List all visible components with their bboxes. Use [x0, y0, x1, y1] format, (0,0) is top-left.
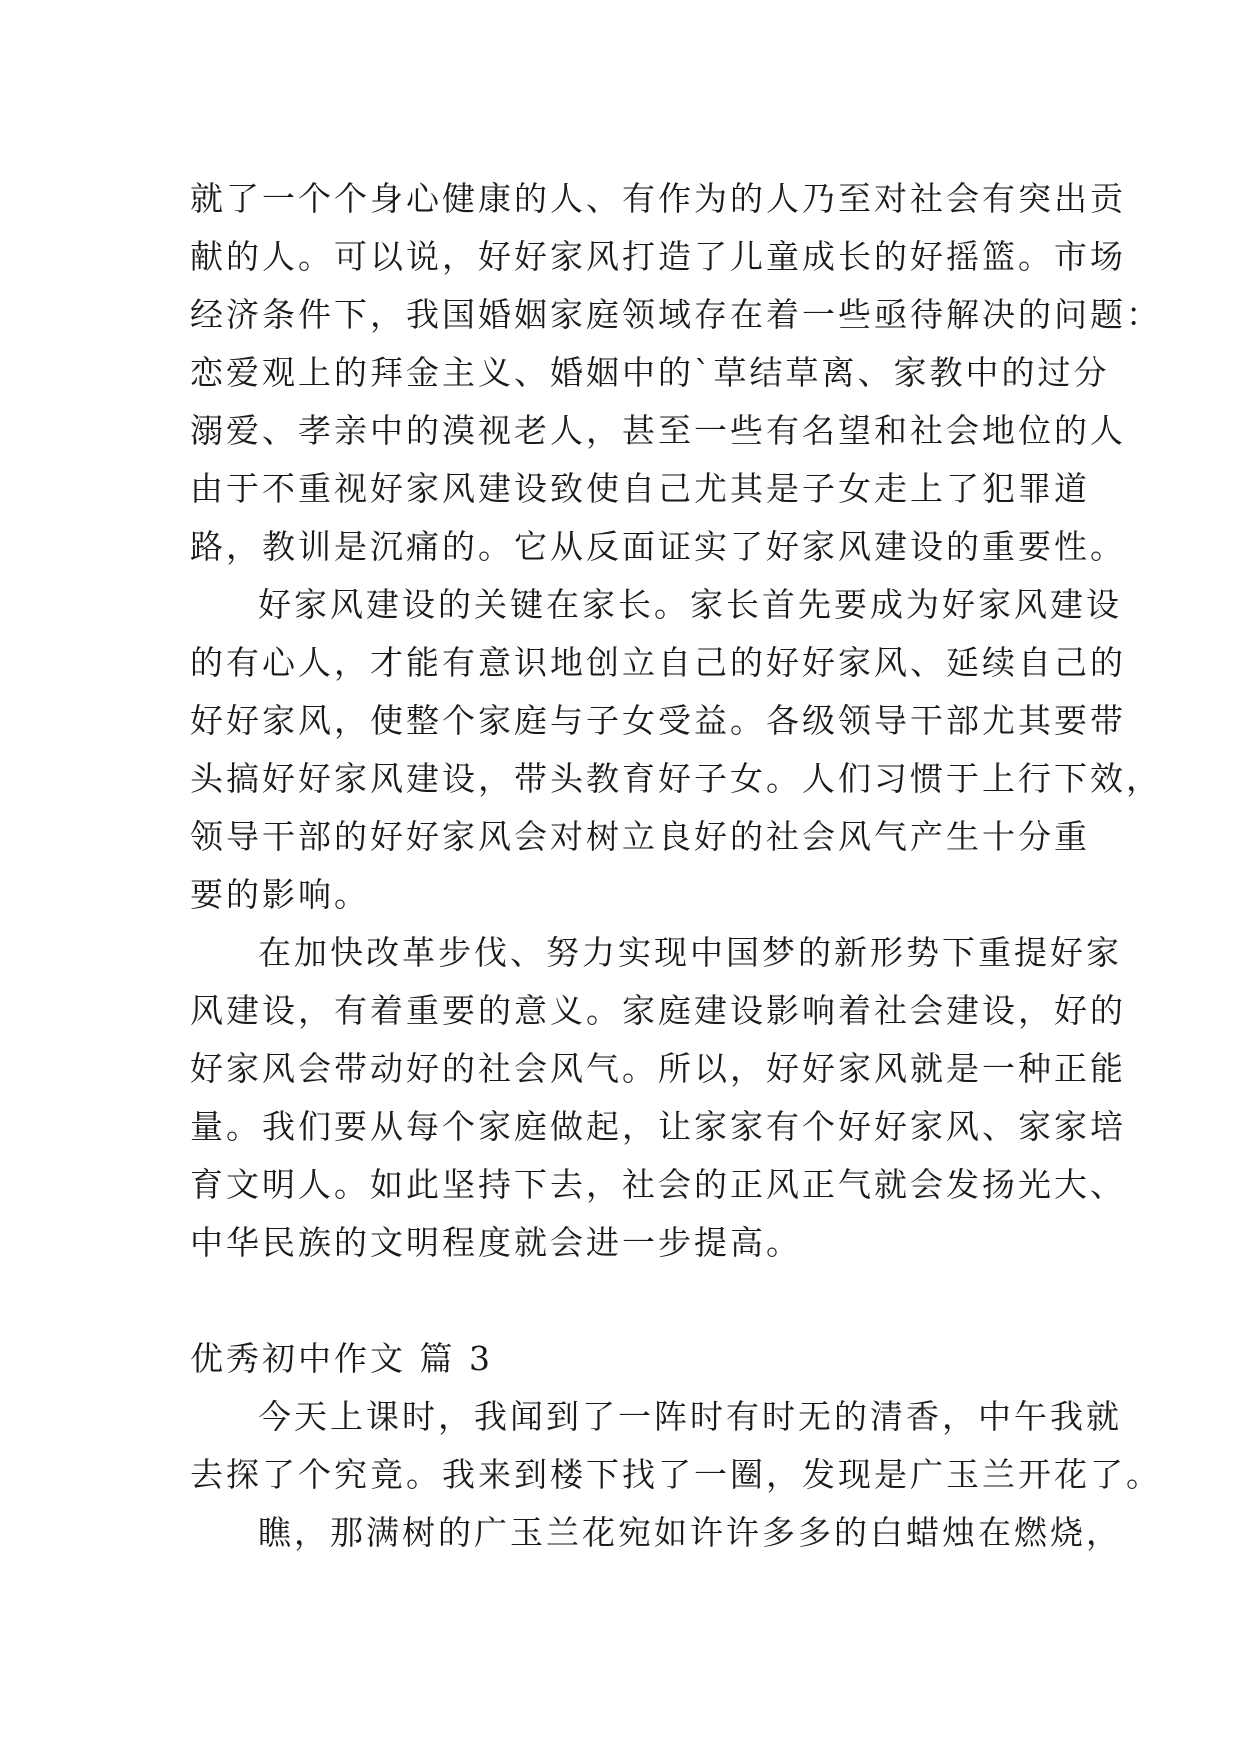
- text-line: 的有心人，才能有意识地创立自己的好好家风、延续自己的: [190, 643, 1126, 682]
- text-line: 育文明人。如此坚持下去，社会的正风正气就会发扬光大、: [190, 1165, 1126, 1204]
- text-line: 瞧，那满树的广玉兰花宛如许许多多的白蜡烛在燃烧，: [258, 1513, 1122, 1552]
- section-heading: 优秀初中作文 篇 3: [190, 1339, 493, 1378]
- text-line: 量。我们要从每个家庭做起，让家家有个好好家风、家家培: [190, 1107, 1126, 1146]
- text-line: 溺爱、孝亲中的漠视老人，甚至一些有名望和社会地位的人: [190, 411, 1126, 450]
- paragraph-5: [190, 1504, 1122, 1562]
- text-line: 中华民族的文明程度就会进一步提高。: [190, 1223, 802, 1262]
- text-line: 今天上课时，我闻到了一阵时有时无的清香，中午我就: [258, 1397, 1122, 1436]
- document-body: [190, 170, 1162, 1562]
- text-line: 恋爱观上的拜金主义、婚姻中的`草结草离、家教中的过分: [190, 353, 1110, 392]
- paragraph-4: [190, 1388, 1162, 1504]
- text-line: 去探了个究竟。我来到楼下找了一圈，发现是广玉兰开花了。: [190, 1455, 1162, 1494]
- text-line: 在加快改革步伐、努力实现中国梦的新形势下重提好家: [258, 933, 1122, 972]
- text-line: 风建设，有着重要的意义。家庭建设影响着社会建设，好的: [190, 991, 1126, 1030]
- text-line: 路，教训是沉痛的。它从反面证实了好家风建设的重要性。: [190, 527, 1126, 566]
- text-line: 由于不重视好家风建设致使自己尤其是子女走上了犯罪道: [190, 469, 1090, 508]
- text-line: 领导干部的好好家风会对树立良好的社会风气产生十分重: [190, 817, 1090, 856]
- text-line: 好好家风，使整个家庭与子女受益。各级领导干部尤其要带: [190, 701, 1126, 740]
- text-line: 好家风会带动好的社会风气。所以，好好家风就是一种正能: [190, 1049, 1126, 1088]
- text-line: 头搞好好家风建设，带头教育好子女。人们习惯于上行下效，: [190, 759, 1162, 798]
- paragraph-3: [190, 924, 1126, 1272]
- text-line: 就了一个个身心健康的人、有作为的人乃至对社会有突出贡: [190, 179, 1126, 218]
- text-line: 要的影响。: [190, 875, 370, 914]
- section-spacer: [190, 1272, 1090, 1330]
- paragraph-1: [190, 170, 1162, 576]
- paragraph-2: [190, 576, 1162, 924]
- text-line: 经济条件下，我国婚姻家庭领域存在着一些亟待解决的问题：: [190, 295, 1162, 334]
- text-line: 献的人。可以说，好好家风打造了儿童成长的好摇篮。市场: [190, 237, 1126, 276]
- text-line: 好家风建设的关键在家长。家长首先要成为好家风建设: [258, 585, 1122, 624]
